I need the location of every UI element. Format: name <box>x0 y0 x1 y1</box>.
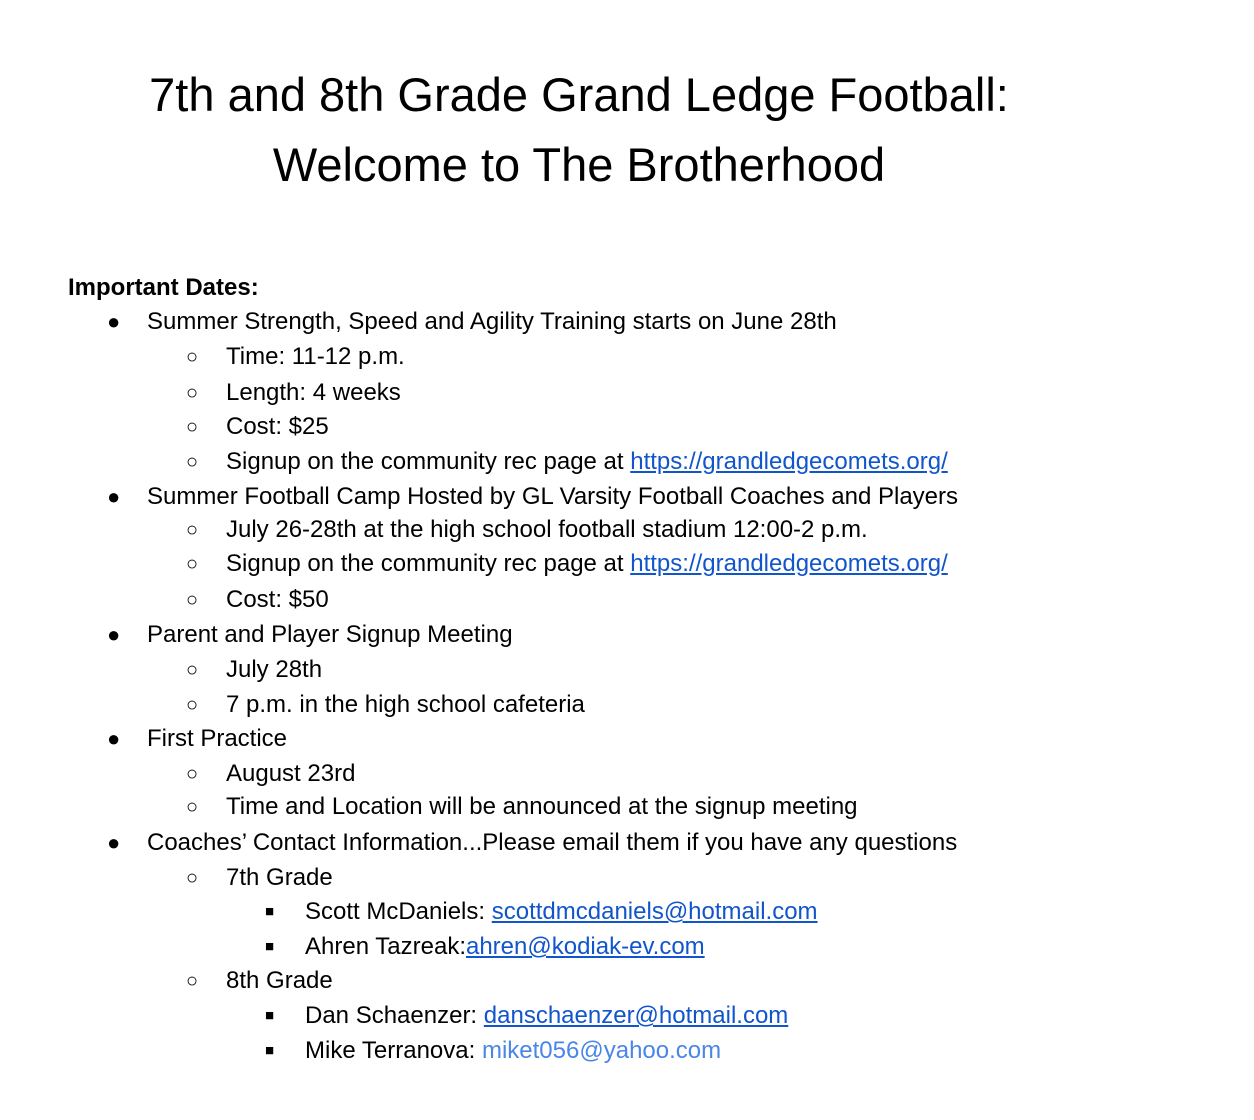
list-item-signup-meeting <box>107 618 513 652</box>
sub-item-text: Time and Location will be announced at the signup meeting <box>226 793 858 820</box>
coach-scott-mcdaniels <box>265 895 818 929</box>
grandledgecomets-link[interactable]: https://grandledgecomets.org/ <box>630 550 948 577</box>
list-item-coaches-contact <box>107 826 958 860</box>
sub-item-date <box>186 757 356 791</box>
sub-item-text: July 28th <box>226 656 323 683</box>
sub-item-text: August 23rd <box>226 760 356 787</box>
coach-email-link[interactable]: ahren@kodiak-ev.com <box>465 933 705 960</box>
sub-item-note <box>186 790 858 824</box>
sub-item-signup <box>186 547 948 581</box>
grandledgecomets-link[interactable]: https://grandledgecomets.org/ <box>630 448 948 475</box>
circle-bullet-icon: ○ <box>186 553 199 575</box>
circle-bullet-icon: ○ <box>186 451 199 473</box>
square-bullet-icon: ■ <box>265 1042 275 1059</box>
bullet-icon: ● <box>107 830 121 855</box>
circle-bullet-icon: ○ <box>186 867 199 889</box>
list-item-label: Parent and Player Signup Meeting <box>147 621 513 648</box>
sub-item-8th-grade <box>186 964 333 998</box>
circle-bullet-icon: ○ <box>186 970 199 992</box>
coach-mike-terranova <box>265 1034 722 1068</box>
circle-bullet-icon: ○ <box>186 694 199 716</box>
square-bullet-icon: ■ <box>265 938 275 955</box>
sub-item-when <box>186 513 868 547</box>
important-dates-heading: Important Dates: <box>68 274 259 301</box>
circle-bullet-icon: ○ <box>186 763 199 785</box>
list-item-label: Coaches’ Contact Information...Please email them if you have any questions <box>147 829 958 856</box>
sub-item-text: Time: 11-12 p.m. <box>226 343 405 370</box>
coach-name: Mike Terranova: <box>305 1037 482 1064</box>
circle-bullet-icon: ○ <box>186 346 199 368</box>
sub-item-signup <box>186 445 948 479</box>
coach-dan-schaenzer <box>265 999 789 1033</box>
sub-item-text: 7 p.m. in the high school cafeteria <box>226 691 585 718</box>
circle-bullet-icon: ○ <box>186 382 199 404</box>
circle-bullet-icon: ○ <box>186 659 199 681</box>
coach-email-link[interactable]: danschaenzer@hotmail.com <box>483 1002 789 1029</box>
bullet-icon: ● <box>107 622 121 647</box>
coach-name: Scott McDaniels: <box>305 898 492 925</box>
sub-item-text: Signup on the community rec page at <box>226 448 631 475</box>
sub-item-text: Length: 4 weeks <box>226 379 401 406</box>
sub-item-cost <box>186 410 329 444</box>
grade-label: 7th Grade <box>226 864 333 891</box>
bullet-icon: ● <box>107 484 121 509</box>
circle-bullet-icon: ○ <box>186 589 199 611</box>
grade-label: 8th Grade <box>226 967 333 994</box>
circle-bullet-icon: ○ <box>186 416 199 438</box>
title-line-1: 7th and 8th Grade Grand Ledge Football: <box>149 68 1009 121</box>
title-line-2: Welcome to The Brotherhood <box>272 138 886 191</box>
sub-item-7th-grade <box>186 861 333 895</box>
sub-item-place <box>186 688 585 722</box>
coach-email-link[interactable]: scottdmcdaniels@hotmail.com <box>491 898 818 925</box>
sub-item-text: Cost: $50 <box>226 586 329 613</box>
bullet-icon: ● <box>107 309 121 334</box>
list-item-training <box>107 305 837 339</box>
coach-email-text: miket056@yahoo.com <box>481 1037 722 1064</box>
bullet-icon: ● <box>107 726 121 751</box>
list-item-camp <box>107 480 959 514</box>
circle-bullet-icon: ○ <box>186 796 199 818</box>
coach-name: Dan Schaenzer: <box>305 1002 484 1029</box>
sub-item-date <box>186 653 323 687</box>
sub-item-text: July 26-28th at the high school football stadium 12:00-2 p.m. <box>226 516 868 543</box>
list-item-first-practice <box>107 722 288 756</box>
sub-item-time <box>186 340 405 374</box>
circle-bullet-icon: ○ <box>186 519 199 541</box>
list-item-label: Summer Strength, Speed and Agility Training starts on June 28th <box>147 308 837 335</box>
square-bullet-icon: ■ <box>265 1007 275 1024</box>
coach-name: Ahren Tazreak: <box>305 933 466 960</box>
list-item-label: First Practice <box>147 725 288 752</box>
square-bullet-icon: ■ <box>265 903 275 920</box>
sub-item-text: Signup on the community rec page at <box>226 550 631 577</box>
sub-item-text: Cost: $25 <box>226 413 329 440</box>
sub-item-length <box>186 376 401 410</box>
coach-ahren-tazreak <box>265 930 705 964</box>
sub-item-cost <box>186 583 329 617</box>
list-item-label: Summer Football Camp Hosted by GL Varsity Football Coaches and Players <box>147 483 959 510</box>
